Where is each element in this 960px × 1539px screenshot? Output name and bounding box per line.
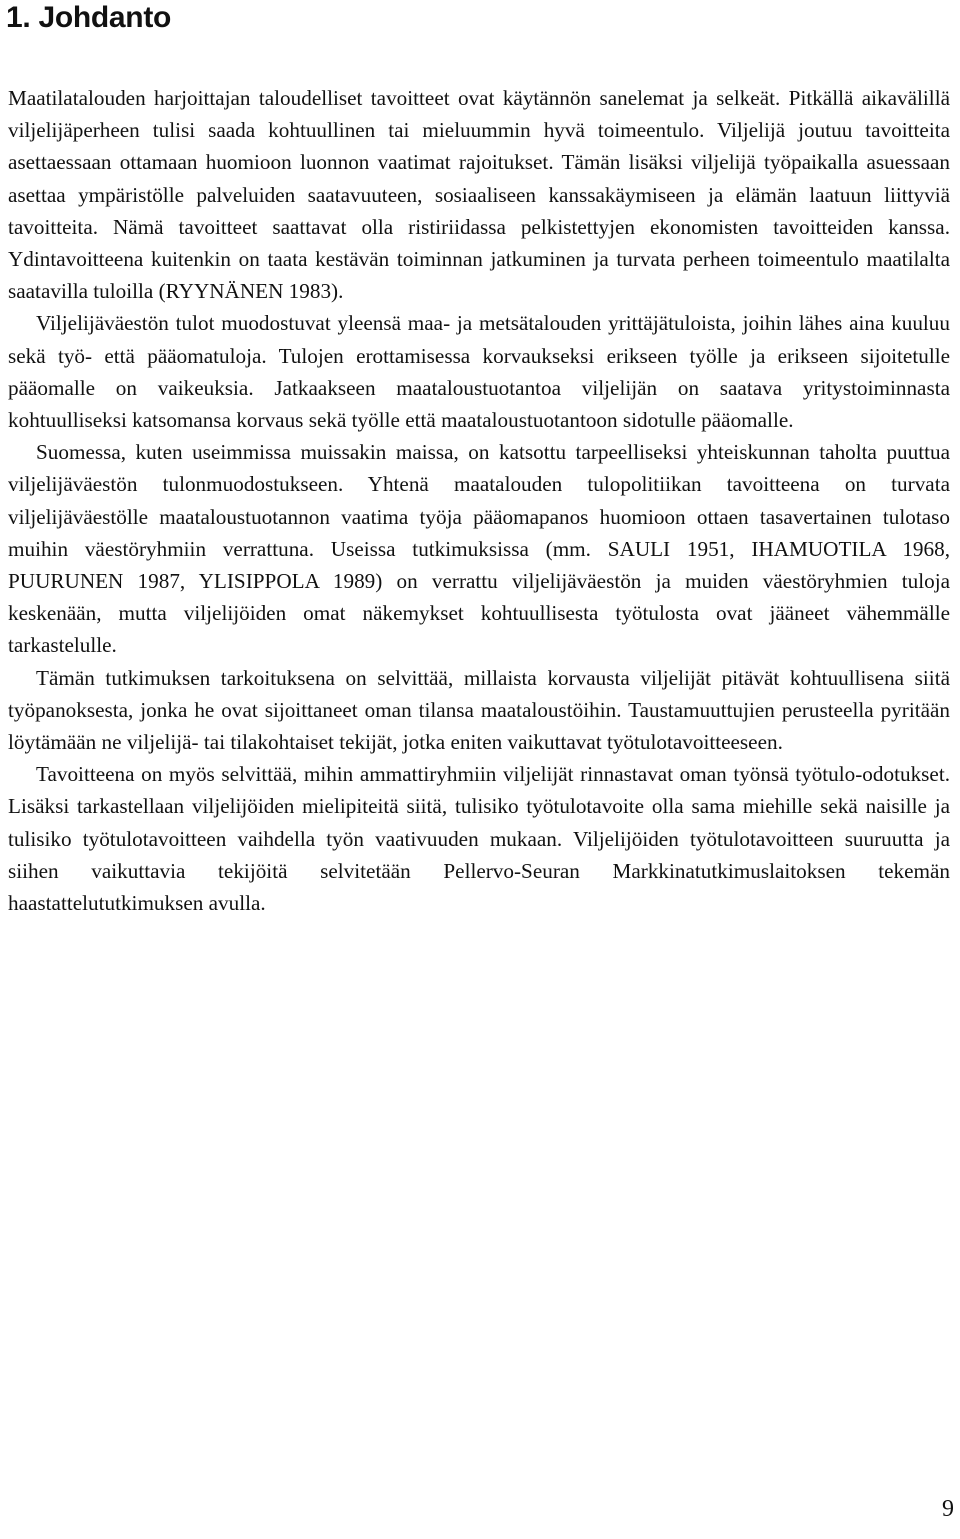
page-title: 1. Johdanto xyxy=(6,1,172,34)
paragraph: Suomessa, kuten useimmissa muissakin maissa, on katsottu tarpeelliseksi yhteiskunnan taholta puuttua viljelijäväestön tulonmuodostukseen. Yhtenä maatalouden tulopolitiikan tavoitteena on turvata viljelijäväestölle maataloustuotannon vaatima työja pääomapanos huomioon ottaen tasavertainen tulotaso muihin väestöryhmiin verrattuna. Useissa tutkimuksissa (mm. SAULI 1951, IHAMUOTILA 1968, PUURUNEN 1987, YLISIPPOLA 1989) on verrattu viljelijäväestön ja muiden väestöryhmien tuloja keskenään, mutta viljelijöiden omat näkemykset kohtuullisesta työtulosta ovat jääneet vähemmälle tarkastelulle. xyxy=(8,440,950,658)
body-text xyxy=(8,82,950,919)
paragraph: Tämän tutkimuksen tarkoituksena on selvittää, millaista korvausta viljelijät pitävät kohtuullisena siitä työpanoksesta, jonka he ovat sijoittaneet oman tilansa maataloustöihin. Taustamuuttujien perusteella pyritään löytämään ne viljelijä- tai tilakohtaiset tekijät, jotka eniten vaikuttavat työtulotavoitteeseen. xyxy=(8,665,950,755)
paragraph: Tavoitteena on myös selvittää, mihin ammattiryhmiin viljelijät rinnastavat oman työnsä työtulo-odotukset. Lisäksi tarkastellaan viljelijöiden mielipiteitä siitä, tulisiko työtulotavoite olla sama miehille sekä naisille ja tulisiko työtulotavoitteen vaihdella työn vaativuuden mukaan. Viljelijöiden työtulotavoitteen suuruutta ja siihen vaikuttavia tekijöitä selvitetään Pellervo-Seuran Markkinatutkimuslaitoksen tekemän haastattelututkimuksen avulla. xyxy=(8,762,950,916)
page-number: 9 xyxy=(942,1496,954,1522)
paragraph: Maatilatalouden harjoittajan taloudelliset tavoitteet ovat käytännön sanelemat ja selkeät. Pitkällä aikavälillä viljelijäperheen tulisi saada kohtuullinen tai mieluummin hyvä toimeentulo. Viljelijä joutuu tavoitteita asettaessaan ottamaan huomioon luonnon vaatimat rajoitukset. Tämän lisäksi viljelijä työpaikalla asuessaan asettaa ympäristölle palveluiden saatavuuteen, sosiaaliseen kanssakäymiseen ja elämän laatuun liittyviä tavoitteita. Nämä tavoitteet saattavat olla ristiriidassa pelkistettyjen ekonomisten tavoitteiden kanssa. Ydintavoitteena kuitenkin on taata kestävän toiminnan jatkuminen ja turvata perheen toimeentulo maatilalta saatavilla tuloilla (RYYNÄNEN 1983). xyxy=(8,86,950,304)
paragraph: Viljelijäväestön tulot muodostuvat yleensä maa- ja metsätalouden yrittäjätuloista, joihin lähes aina kuuluu sekä työ- että pääomatuloja. Tulojen erottamisessa korvaukseksi erikseen työlle ja erikseen sijoitetulle pääomalle on vaikeuksia. Jatkaakseen maataloustuotantoa viljelijän on saatava yritystoiminnasta kohtuulliseksi katsomansa korvaus sekä työlle että maataloustuotantoon sidotulle pääomalle. xyxy=(8,311,950,433)
